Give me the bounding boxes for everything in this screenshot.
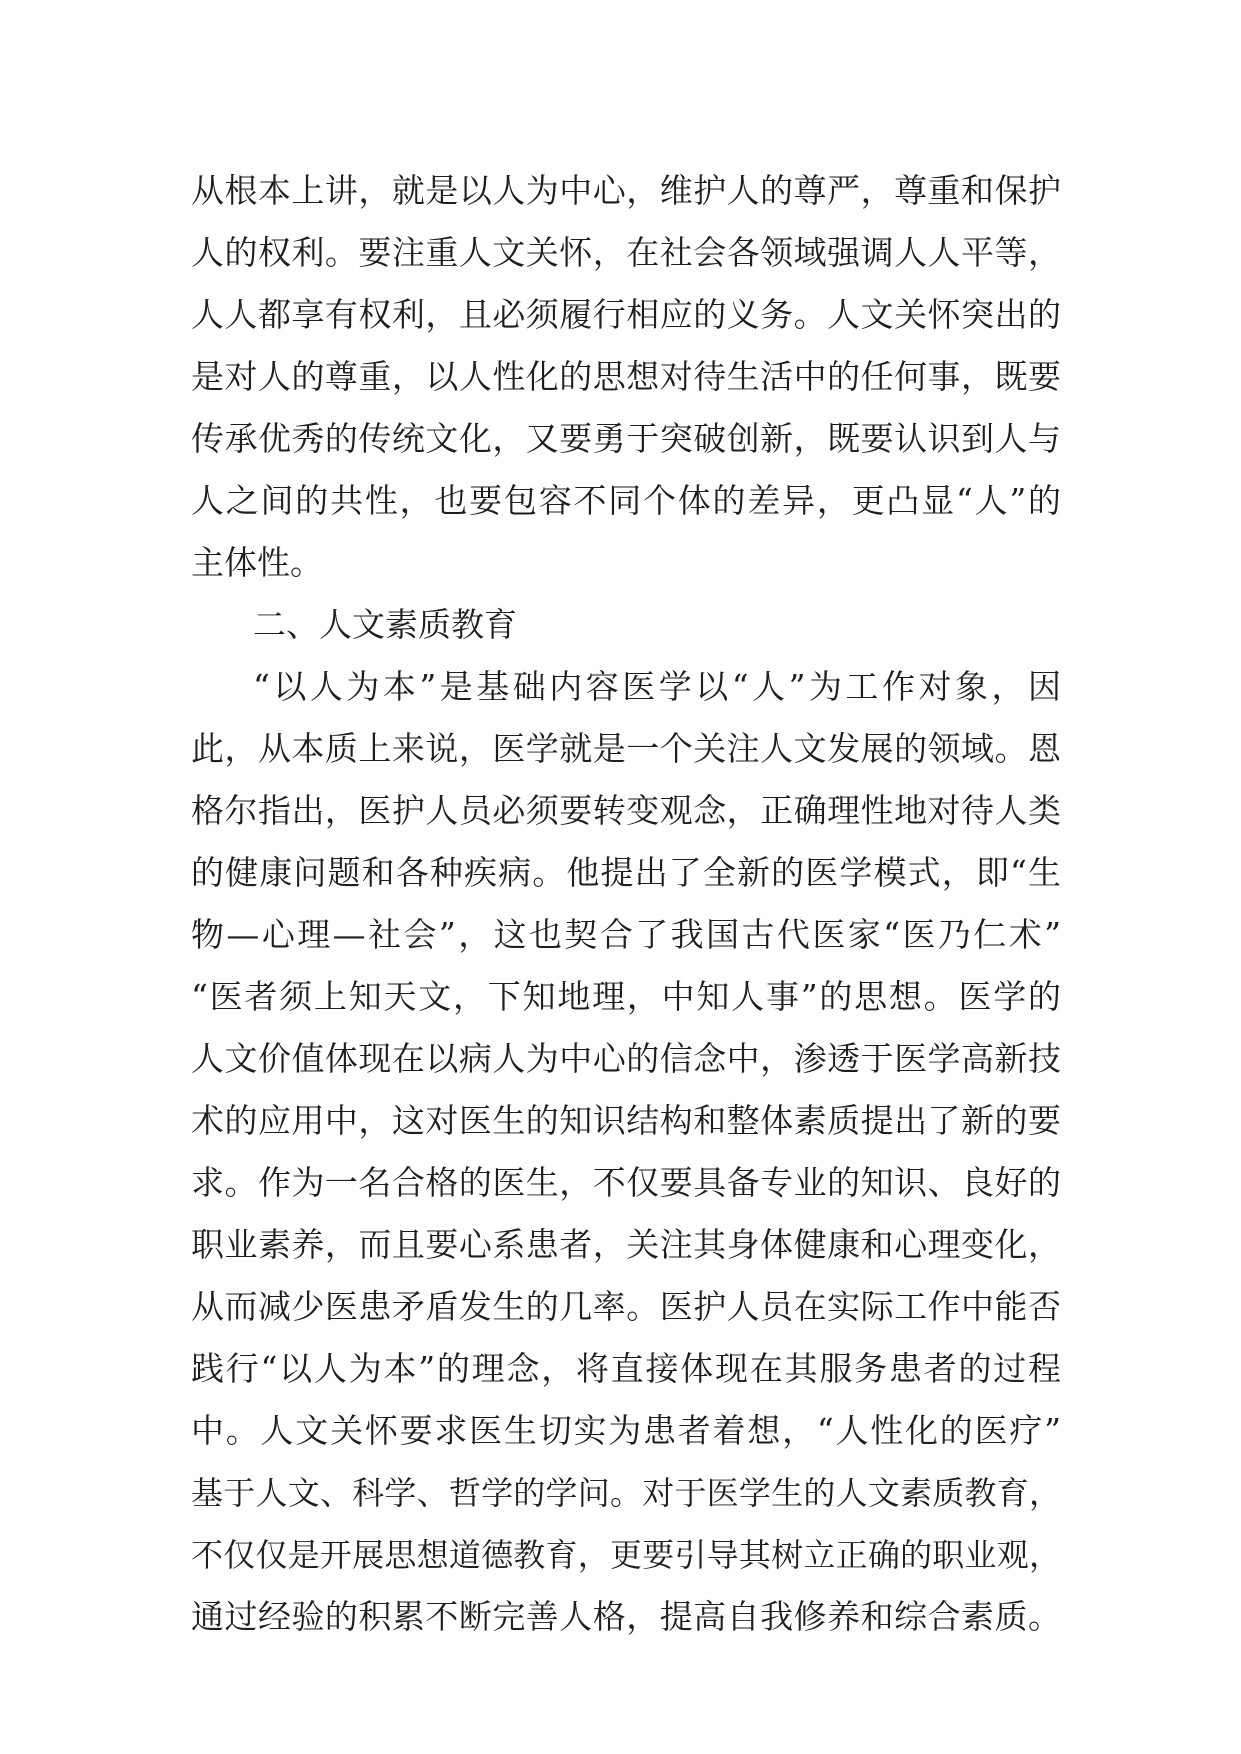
section-heading bbox=[191, 594, 1061, 656]
paragraph-line: 人文价值体现在以病人为中心的信念中，渗透于医学高新技 bbox=[191, 1039, 1061, 1078]
paragraph-line: 践行“以人为本”的理念，将直接体现在其服务患者的过程 bbox=[191, 1349, 1061, 1388]
document-body bbox=[191, 160, 1061, 1648]
paragraph-2 bbox=[191, 656, 1061, 1648]
paragraph-line: “医者须上知天文，下知地理，中知人事”的思想。医学的 bbox=[191, 977, 1061, 1016]
paragraph-line: 从根本上讲，就是以人为中心，维护人的尊严，尊重和保护 bbox=[191, 171, 1061, 210]
paragraph-line: 不仅仅是开展思想道德教育，更要引导其树立正确的职业观， bbox=[191, 1536, 1061, 1574]
paragraph-line: 术的应用中，这对医生的知识结构和整体素质提出了新的要 bbox=[191, 1101, 1061, 1140]
paragraph-line: 人人都享有权利，且必须履行相应的义务。人文关怀突出的 bbox=[191, 295, 1061, 334]
paragraph-line: 主体性。 bbox=[191, 543, 323, 582]
paragraph-line: 通过经验的积累不断完善人格，提高自我修养和综合素质。 bbox=[191, 1597, 1061, 1636]
paragraph-line: 求。作为一名合格的医生，不仅要具备专业的知识、良好的 bbox=[191, 1163, 1061, 1202]
paragraph-line: 从而减少医患矛盾发生的几率。医护人员在实际工作中能否 bbox=[191, 1287, 1061, 1326]
paragraph-line: “以人为本”是基础内容医学以“人”为工作对象，因 bbox=[253, 667, 1061, 706]
paragraph-line: 格尔指出，医护人员必须要转变观念，正确理性地对待人类 bbox=[191, 791, 1061, 830]
section-heading-text: 二、人文素质教育 bbox=[253, 605, 517, 644]
paragraph-line: 职业素养，而且要心系患者，关注其身体健康和心理变化， bbox=[191, 1225, 1061, 1264]
paragraph-line: 人之间的共性，也要包容不同个体的差异，更凸显“人”的 bbox=[191, 481, 1061, 520]
paragraph-line: 中。人文关怀要求医生切实为患者着想，“人性化的医疗” bbox=[191, 1411, 1061, 1450]
paragraph-line: 是对人的尊重，以人性化的思想对待生活中的任何事，既要 bbox=[191, 357, 1061, 396]
paragraph-1 bbox=[191, 160, 1061, 594]
paragraph-line: 传承优秀的传统文化，又要勇于突破创新，既要认识到人与 bbox=[191, 419, 1061, 458]
paragraph-line: 的健康问题和各种疾病。他提出了全新的医学模式，即“生 bbox=[191, 853, 1061, 892]
paragraph-line: 人的权利。要注重人文关怀，在社会各领域强调人人平等， bbox=[191, 233, 1061, 272]
paragraph-line: 物—心理—社会”，这也契合了我国古代医家“医乃仁术” bbox=[191, 915, 1061, 954]
paragraph-line: 基于人文、科学、哲学的学问。对于医学生的人文素质教育， bbox=[191, 1474, 1061, 1512]
paragraph-line: 此，从本质上来说，医学就是一个关注人文发展的领域。恩 bbox=[191, 729, 1061, 768]
